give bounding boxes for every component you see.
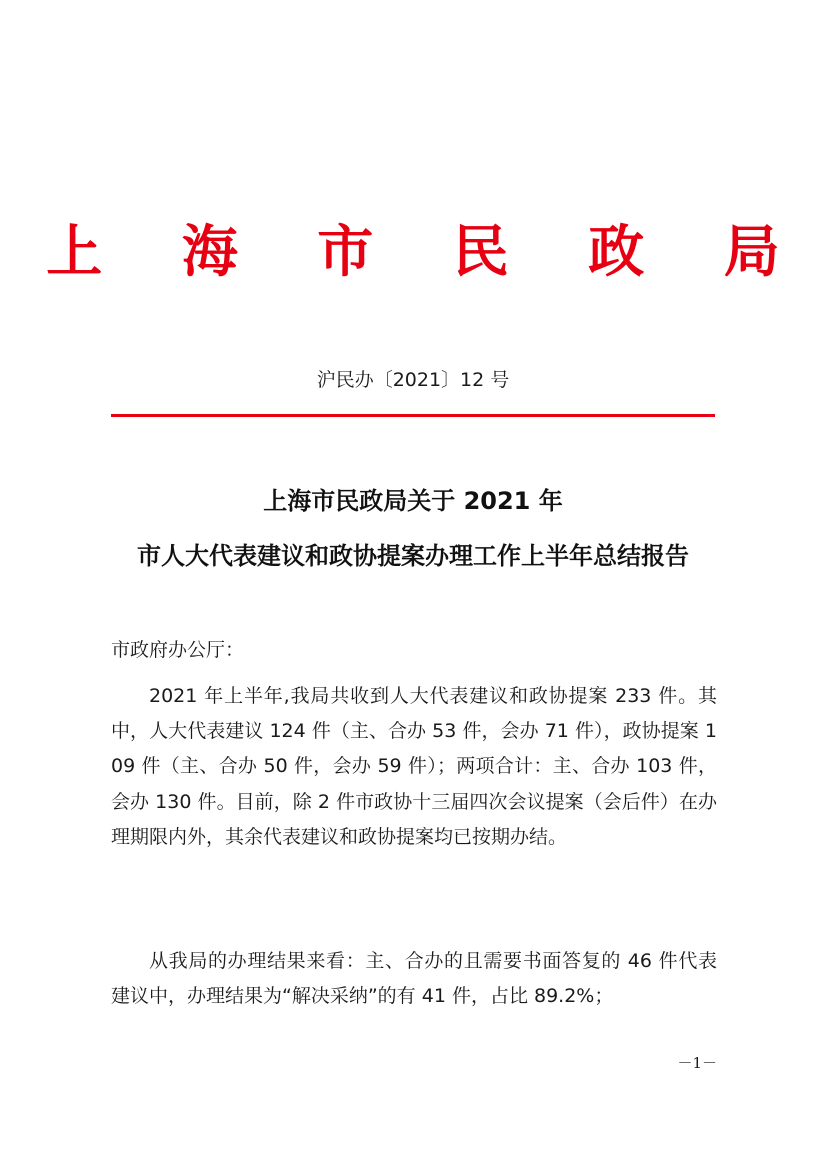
body-paragraph: 2021 年上半年,我局共收到人大代表建议和政协提案 233 件。其中，人大代表建议 124 件（主、合办 53 件，会办 71 件），政协提案 109 件（主、合办 50 件，会办 59 件）；两项合计：主、合办 103 件，会办 130 件。目前，除 2 件市政协十三届四次会议提案（会后件）在办理期限内外，其余代表建议和政协提案均已按期办结。 [111, 685, 717, 848]
red-divider-line [111, 414, 715, 417]
document-title-line-2: 市人大代表建议和政协提案办理工作上半年总结报告 [137, 542, 689, 570]
salutation: 市政府办公厅： [111, 639, 245, 661]
agency-masthead: 上 海 市 民 政 局 [46, 219, 810, 285]
body-paragraph: 从我局的办理结果来看：主、合办的且需要书面答复的 46 件代表建议中，办理结果为“解决采纳”的有 41 件，占比 89.2%； [111, 950, 717, 1008]
document-title-line-1: 上海市民政局关于 2021 年 [263, 487, 563, 515]
document-number: 沪民办〔2021〕12 号 [316, 369, 510, 391]
page-number: －1－ [677, 1054, 717, 1072]
